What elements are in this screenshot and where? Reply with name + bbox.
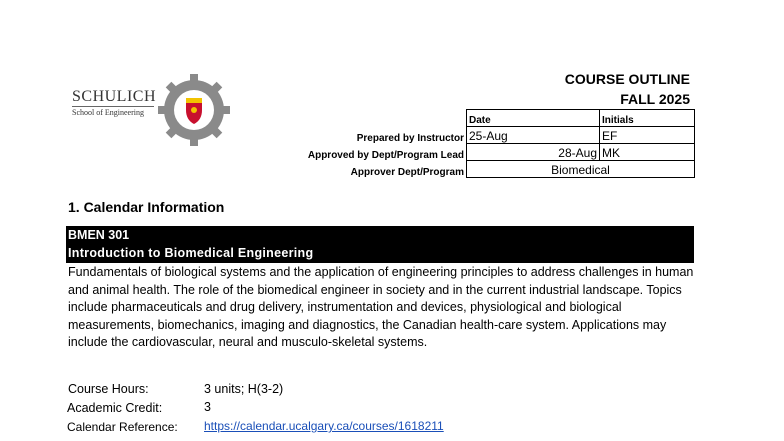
academic-credit-label: Academic Credit: <box>67 401 163 415</box>
academic-credit-value: 3 <box>204 400 211 414</box>
approval-row-label: Approver Dept/Program <box>350 166 464 178</box>
logo-wordmark: SCHULICH <box>72 88 157 105</box>
prepared-date: 25-Aug <box>467 127 600 144</box>
approval-row-label: Prepared by Instructor <box>356 132 464 144</box>
approval-row-label: Approved by Dept/Program Lead <box>307 149 464 161</box>
approval-row <box>300 144 695 161</box>
approval-table <box>300 109 695 178</box>
approver-dept-value: Biomedical <box>467 161 695 178</box>
course-name: Introduction to Biomedical Engineering <box>68 246 314 260</box>
gear-icon <box>154 70 234 150</box>
course-banner <box>66 226 694 263</box>
course-hours-value: 3 units; H(3-2) <box>204 382 284 396</box>
date-column-header: Date <box>467 110 600 127</box>
outline-title: COURSE OUTLINE <box>564 71 690 87</box>
calendar-reference-link[interactable]: https://calendar.ucalgary.ca/courses/1618211 <box>204 419 444 433</box>
calendar-reference-label: Calendar Reference: <box>67 420 178 434</box>
section-heading: 1. Calendar Information <box>68 199 225 215</box>
approval-header-row <box>300 110 695 127</box>
approval-row <box>300 161 695 178</box>
approved-date: 28-Aug <box>467 144 600 161</box>
course-code: BMEN 301 <box>68 228 130 242</box>
prepared-initials: EF <box>600 127 695 144</box>
approval-row <box>300 127 695 144</box>
course-hours-label: Course Hours: <box>68 382 149 396</box>
course-description: Fundamentals of biological systems and the application of engineering principles to address challenges in human and animal health. The role of the biomedical engineer in society and in the current industrial landscape. Topics include pharmaceuticals and drug delivery, instrumentation and devices, physiological and biological measurements, biomechanics, imaging and diagnostics, the Canadian health-care system. Applications may include the cardiovascular, neural and musculo-skeletal systems. <box>68 265 694 350</box>
approved-initials: MK <box>600 144 695 161</box>
logo-rule <box>72 106 154 107</box>
initials-column-header: Initials <box>600 110 695 127</box>
logo-subtitle: School of Engineering <box>72 108 144 117</box>
schulich-logo <box>68 68 228 148</box>
term-label: FALL 2025 <box>620 91 690 107</box>
